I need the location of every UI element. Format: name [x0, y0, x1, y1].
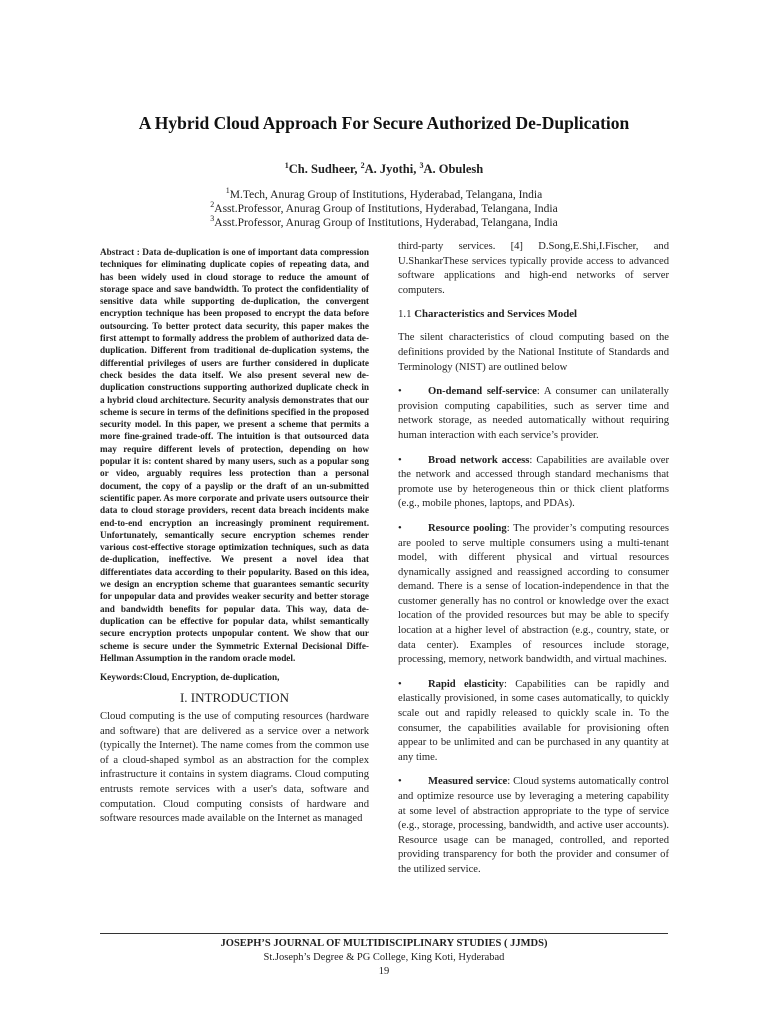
left-column: [100, 246, 369, 827]
right-column: [398, 240, 669, 888]
affiliation-1-text: M.Tech, Anurag Group of Institutions, Hyderabad, Telangana, India: [229, 188, 543, 201]
bullet-text: : Cloud systems automatically control and optimize resource use by leveraging a metering capability at some level of abstraction appropriate to the type of service (e.g., storage, processing, bandwidth, and active user accounts). Resource usage can be managed, controlled, and reported providing transparency for both the provider and consumer of the utilized service.: [398, 776, 669, 875]
affiliation-1-sup: 1: [225, 186, 230, 195]
bullet-text: : Capabilities can be rapidly and elastically provisioned, in some cases automatically, to quickly scale out and rapidly released to quickly scale in. To the consumer, the capabilities available for provisioning often appear to be unlimited and can be purchased in any quantity at any time.: [398, 678, 669, 763]
page-number: 19: [378, 966, 390, 977]
subsection-intro: The silent characteristics of cloud computing based on the definitions provided by the National Institute of Standards and Terminology (NIST) are outlined below: [398, 332, 669, 373]
bullet-resource-pooling: [398, 522, 669, 668]
affiliation-3: [0, 211, 768, 231]
bullet-text: : A consumer can unilaterally provision computing capabilities, such as server time and network storage, as needed automatically without requiring human interaction with each service’s provider.: [398, 386, 669, 441]
author-3-sup: 3: [419, 161, 424, 170]
bullet-on-demand: [398, 385, 669, 443]
bullet-icon: •: [398, 776, 402, 788]
college-name: St.Joseph’s Degree & PG College, King Koti, Hyderabad: [263, 952, 505, 963]
subsection-number: 1.1: [398, 308, 415, 321]
affiliation-3-sup: 3: [210, 214, 215, 223]
subsection-heading: [398, 308, 669, 320]
footer-divider: [100, 933, 668, 934]
bullet-icon: •: [398, 678, 402, 690]
abstract: Abstract : Data de-duplication is one of important data compression techniques for eliminating duplicate copies of repeating data, and has been widely used in cloud storage to reduce the amount of storage space and save bandwidth. To protect the confidentiality of sensitive data while supporting de-duplication, the convergent encryption technique has been proposed to encrypt the data before outsourcing. To better protect data security, this paper makes the first attempt to formally address the problem of authorized data de-duplication. Different from traditional de-duplication systems, the differential privileges of users are further considered in duplicate check besides the data itself. We also present several new de-duplication constructions supporting authorized duplicate check in a hybrid cloud architecture. Security analysis demonstrates that our scheme is secure in terms of the definitions specified in the proposed security model. In this paper, we present a scheme that permits a more fine-grained trade-off. The intuition is that outsourced data may require different levels of protection, depending on how popular it is: content shared by many users, such as a popular song or video, arguably requires less protection than a personal document, the copy of a payslip or the draft of an un-submitted scientific paper. As more corporate and private users outsource their data to cloud storage providers, recent data breach incidents make end-to-end encryption an increasingly prominent requirement. Unfortunately, semantically secure encryption schemes render various cost-effective storage optimization techniques, such as data de-duplication, ineffective. We present a novel idea that differentiates data according to their popularity. Based on this idea, we design an encryption scheme that guarantees semantic security for unpopular data and provides weaker security and better storage and bandwidth benefits for popular data. This way, data de-duplication can be effective for popular data, whilst semantically secure encryption protects unpopular content. We show that our scheme is secure under the Symmetric External Decisional Diffe-Hellman Assumption in the random oracle model.: [100, 247, 369, 663]
bullet-term: Broad network access: [428, 454, 530, 466]
bullet-broad-network: [398, 454, 669, 512]
bullet-term: On-demand self-service: [428, 386, 537, 398]
keywords: Keywords:Cloud, Encryption, de-duplication,: [100, 672, 280, 683]
affiliation-2-sup: 2: [210, 200, 215, 209]
bullet-term: Resource pooling: [428, 522, 507, 534]
author-1-sup: 1: [284, 161, 289, 170]
author-list: [0, 161, 768, 177]
bullet-term: Measured service: [428, 776, 508, 788]
author-3-name: A. Obulesh: [423, 162, 484, 177]
bullet-text: : Capabilities are available over the network and accessed through standard mechanisms that promote use by heterogeneous thin or thick client platforms (e.g., mobile phones, laptops, and PDAs).: [398, 454, 669, 510]
author-2-sup: 2: [360, 161, 365, 170]
author-1-name: Ch. Sudheer,: [288, 162, 361, 177]
subsection-title: Characteristics and Services Model: [414, 308, 578, 321]
bullet-term: Rapid elasticity: [428, 678, 504, 690]
bullet-text: : The provider’s computing resources are pooled to serve multiple consumers using a multi-tenant model, with different physical and virtual resources dynamically assigned and reassigned according to consumer demand. There is a sense of location-independence in that the customer generally has no control or knowledge over the exact location of the provided resources but may be able to specify location at a higher level of abstraction (e.g., country, state, or data center). Examples of resources include storage, processing, memory, network bandwidth, and virtual machines.: [398, 522, 669, 666]
author-2-name: A. Jyothi,: [364, 162, 420, 177]
bullet-rapid-elasticity: [398, 678, 669, 766]
bullet-icon: •: [398, 386, 402, 398]
introduction-text: Cloud computing is the use of computing resources (hardware and software) that are delivered as a service over a network (typically the Internet). The name comes from the common use of a cloud-shaped symbol as an abstraction for the complex infrastructure it contains in system diagrams. Cloud computing entrusts remote services with a user's data, software and computation. Cloud computing consists of hardware and software resources made available on the Internet as managed: [100, 711, 369, 825]
paper-title: A Hybrid Cloud Approach For Secure Authorized De-Duplication: [138, 113, 630, 133]
journal-name: JOSEPH’S JOURNAL OF MULTIDISCIPLINARY STUDIES ( JJMDS): [220, 938, 548, 949]
bullet-icon: •: [398, 454, 402, 466]
introduction-heading: I. INTRODUCTION: [179, 690, 290, 706]
introduction-continued: third-party services. [4] D.Song,E.Shi,I.Fischer, and U.ShankarThese services typically provide access to advanced software applications and high-end networks of server computers.: [398, 241, 669, 296]
affiliation-3-text: Asst.Professor, Anurag Group of Institutions, Hyderabad, Telangana, India: [214, 216, 558, 229]
bullet-icon: •: [398, 522, 402, 534]
bullet-measured-service: [398, 775, 669, 877]
affiliation-2-text: Asst.Professor, Anurag Group of Institutions, Hyderabad, Telangana, India: [214, 202, 558, 215]
